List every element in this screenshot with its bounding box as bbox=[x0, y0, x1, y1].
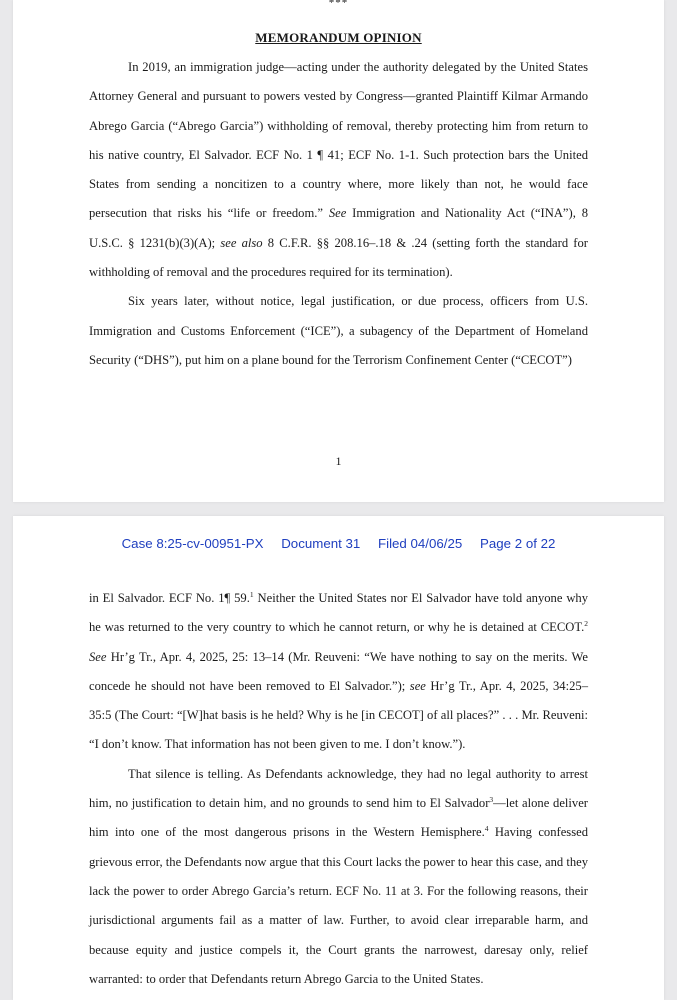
text-run: In 2019, an immigration judge—acting under the authority delegated by the United States Attorney General and pursuant to powers vested by Congress—granted Plaintiff Kilmar Armando Abrego Garcia (“Abrego Garcia”) withholding of removal, thereby protecting him from return to his native country, El Salvador. ECF No. 1 ¶ 41; ECF No. 1-1. Such protection bars the United States from sending a noncitizen to a country where, more likely than not, he would face persecution that risks his “life or freedom.” bbox=[89, 60, 588, 221]
document-page-1 bbox=[13, 0, 664, 502]
text-run: in El Salvador. ECF No. 1¶ 59. bbox=[89, 591, 250, 605]
text-run: Neither the United States nor El Salvador have told anyone why he was returned to the very country to which he cannot return, or why he is detained at CECOT. bbox=[89, 591, 589, 635]
document-number: Document 31 bbox=[281, 536, 361, 551]
text-run: That silence is telling. As Defendants acknowledge, they had no legal authority to arrest him, no justification to detain him, and no grounds to send him to El Salvador bbox=[89, 766, 588, 811]
citation-signal: See bbox=[89, 649, 107, 664]
paragraph bbox=[89, 53, 588, 287]
footnote-ref[interactable]: 3 bbox=[489, 794, 494, 804]
text-run: Immigration and Nationality Act (“INA”), 8 U.S.C. § 1231(b)(3)(A); bbox=[89, 206, 588, 250]
text-run: Hr’g Tr., Apr. 4, 2025, 25: 13–14 (Mr. Reuveni: “We have nothing to say on the merits. We concede he should not have been removed to El Salvador.”); bbox=[89, 649, 588, 693]
memorandum-heading: MEMORANDUM OPINION bbox=[255, 30, 422, 45]
filed-date: Filed 04/06/25 bbox=[378, 536, 463, 551]
section-divider-stars: *** bbox=[328, 0, 349, 9]
text-run: Hr’g Tr., Apr. 4, 2025, 34:25–35:5 (The Court: “[W]hat basis is he held? Why is he [in CECOT] of all places?” . . . Mr. Reuveni: “I don’t know. That information has not been given to me. I don’t know.”). bbox=[89, 678, 588, 752]
page-number: 1 bbox=[335, 454, 342, 468]
paragraph: Six years later, without notice, legal justification, or due process, officers from U.S. Immigration and Customs Enforcement (“ICE”), a subagency of the Department of Homeland Security (“DHS”), put him on a plane bound for the Terrorism Confinement Center (“CECOT”) bbox=[89, 294, 588, 367]
text-run: Having confessed grievous error, the Defendants now argue that this Court lacks the power to hear this case, and they lack the power to order Abrego Garcia’s return. ECF No. 11 at 3. For the following reasons, their jurisdictional arguments fail as a matter of law. Further, to avoid clear irreparable harm, and because equity and justice compels it, the Court grants the narrowest, daresay only, relief warranted: to order that Defendants return Abrego Garcia to the United States. bbox=[89, 825, 589, 986]
text-run: 8 C.F.R. §§ 208.16–.18 & .24 (setting forth the standard for withholding of removal and the procedures required for its termination). bbox=[89, 235, 588, 280]
page2-body bbox=[89, 584, 588, 994]
footnote-ref[interactable]: 1 bbox=[249, 589, 254, 599]
paragraph bbox=[89, 760, 588, 994]
citation-signal: see also bbox=[220, 235, 263, 250]
document-page-2 bbox=[13, 516, 664, 1000]
page1-body bbox=[89, 53, 588, 375]
citation-signal: see bbox=[409, 678, 426, 693]
footnote-ref[interactable]: 2 bbox=[584, 619, 588, 629]
footnote-ref[interactable]: 4 bbox=[484, 824, 489, 834]
case-number: Case 8:25-cv-00951-PX bbox=[121, 536, 264, 551]
case-header bbox=[13, 536, 664, 551]
paragraph bbox=[89, 584, 588, 760]
citation-signal: See bbox=[328, 206, 347, 221]
page-indicator: Page 2 of 22 bbox=[479, 536, 556, 551]
text-run: —let alone deliver him into one of the most dangerous prisons in the Western Hemisphere. bbox=[89, 796, 588, 840]
